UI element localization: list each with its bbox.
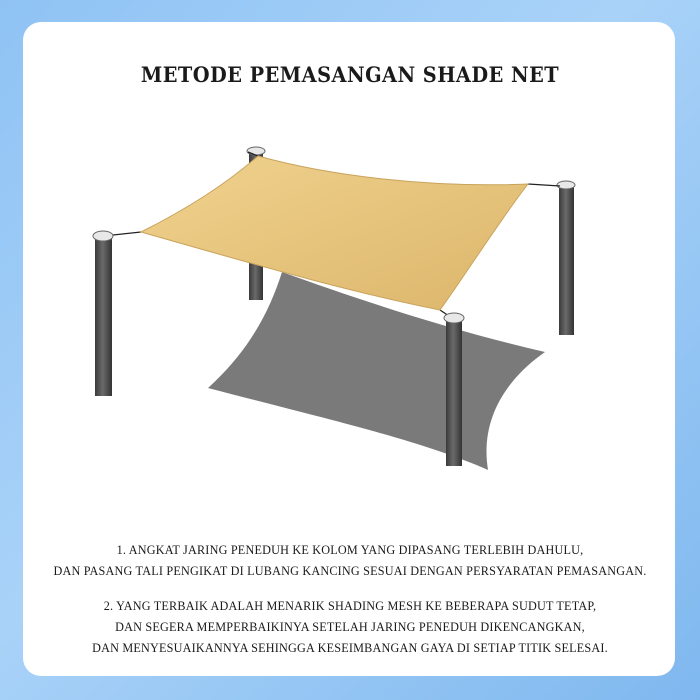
step-line: 2. YANG TERBAIK ADALAH MENARIK SHADING MESH KE BEBERAPA SUDUT TETAP, [103,599,597,613]
instruction-steps [0,540,700,673]
ground-shadow [208,272,545,470]
step-1 [0,540,700,582]
back-right-pole [557,181,575,335]
step-line: DAN MENYESUAIKANNYA SEHINGGA KESEIMBANGAN GAYA DI SETIAP TITIK SELESAI. [92,641,608,655]
front-right-pole [444,313,464,466]
page-title: METODE PEMASANGAN SHADE NET [140,62,560,87]
step-line: DAN SEGERA MEMPERBAIKINYA SETELAH JARING PENEDUH DIKENCANGKAN, [115,620,585,634]
step-line: DAN PASANG TALI PENGIKAT DI LUBANG KANCING SESUAI DENGAN PERSYARATAN PEMASANGAN. [53,564,647,578]
step-line: 1. ANGKAT JARING PENEDUH KE KOLOM YANG DIPASANG TERLEBIH DAHULU, [116,543,584,557]
shade-net [141,156,528,310]
step-2 [0,596,700,659]
front-left-pole [93,231,113,396]
